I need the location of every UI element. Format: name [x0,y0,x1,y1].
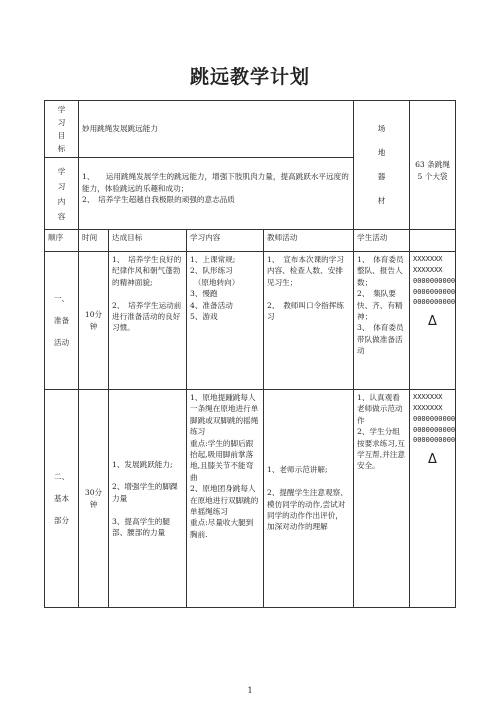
col-formation-header [410,230,456,252]
goal-text: 妙用跳绳发展跳远能力 [82,124,158,134]
content-label: 学习内容 [57,166,66,221]
row-order-text: 一、准备活动 [53,293,70,347]
row-content: 1、原地提踵跳每人一条绳在原地进行单脚跳或双脚跳的摇绳练习 重点:学生的脚后跟抬起,吸用脚前掌落地,且膝关节不能弯曲 2、原地团身跳每人在原地进行双脚跳的单摇绳练习 重点:尽量收大腿到胸前. [187,390,264,608]
table-row [45,252,456,390]
row-goals: 1、发展跳跃能力; 2、增强学生的脚踝力量 3、提高学生的腿部、腰部的力量 [109,390,187,608]
venue-text-cell [410,101,456,230]
row-time [79,252,109,390]
row-goals: 1、 培养学生良好的纪律作风和朝气蓬勃的精神面貌; 2、 培养学生运动前进行准备活动的良好习惯。 [109,252,187,390]
row-teacher: 1、 宣布本次课的学习内容、检查人数、安排见习生； 2、 教师叫口令指挥练习 [264,252,354,390]
row-time-text: 10分钟 [84,309,103,331]
row-formation [410,390,456,608]
col-content-header: 学习内容 [187,230,264,252]
goal-text-cell [79,101,354,158]
row-student: 1、 体育委员整队、报告人数； 2、 集队要快、齐、有精神； 3、 体育委员带队做准备活动 [354,252,410,390]
venue-text: 63 条跳绳 5 个大袋 [415,160,450,181]
col-goals-header: 达成目标 [109,230,187,252]
row-student: 1、认真观看老师做示范动作 2、学生分组按要求练习,互学互帮,并注意安全。 [354,390,410,608]
venue-label: 场地器材 [377,124,386,205]
row-time [79,390,109,608]
content-text: 1、 运用跳绳发展学生的跳远能力，增强下肢肌肉力量，提高跳跃水平远度的能力，体验跳远的乐趣和成功； 2、 培养学生超越自我极限的顽强的意志品质 [82,172,349,205]
goal-label: 学习目标 [57,105,66,153]
goal-label-cell [45,101,79,158]
col-teacher-header: 教师活动 [264,230,354,252]
col-student-header: 学生活动 [354,230,410,252]
teacher-triangle-icon: Δ [428,452,437,468]
row-order-text: 二、基本部分 [53,471,70,525]
page-title: 跳远教学计划 [189,66,310,88]
formation-grid: XXXXXXX XXXXXXX 0000000000 0000000000 0000000000 [413,255,456,307]
page-number: 1 [247,686,253,695]
row-order [45,390,79,608]
row-formation [410,252,456,390]
formation-grid: XXXXXXX XXXXXXX 0000000000 0000000000 0000000000 [413,393,456,445]
row-time-text: 30分钟 [84,487,103,509]
table-row [45,390,456,608]
row-order [45,252,79,390]
teacher-triangle-icon: Δ [428,314,437,330]
venue-label-cell [354,101,410,230]
content-text-cell [79,158,354,230]
col-order-header: 顺序 [45,230,79,252]
row-teacher: 1、老师示范讲解; 2、提醒学生注意观察、模仿同学的动作,尝试对同学的动作作出评价，加深对动作的理解 [264,390,354,608]
row-content: 1、上课常规; 2、队形练习 （原地转向） 3、慢跑 4、准备活动 5、游戏 [187,252,264,390]
content-label-cell [45,158,79,230]
lesson-plan-table [44,100,456,608]
col-time-header: 时间 [79,230,109,252]
